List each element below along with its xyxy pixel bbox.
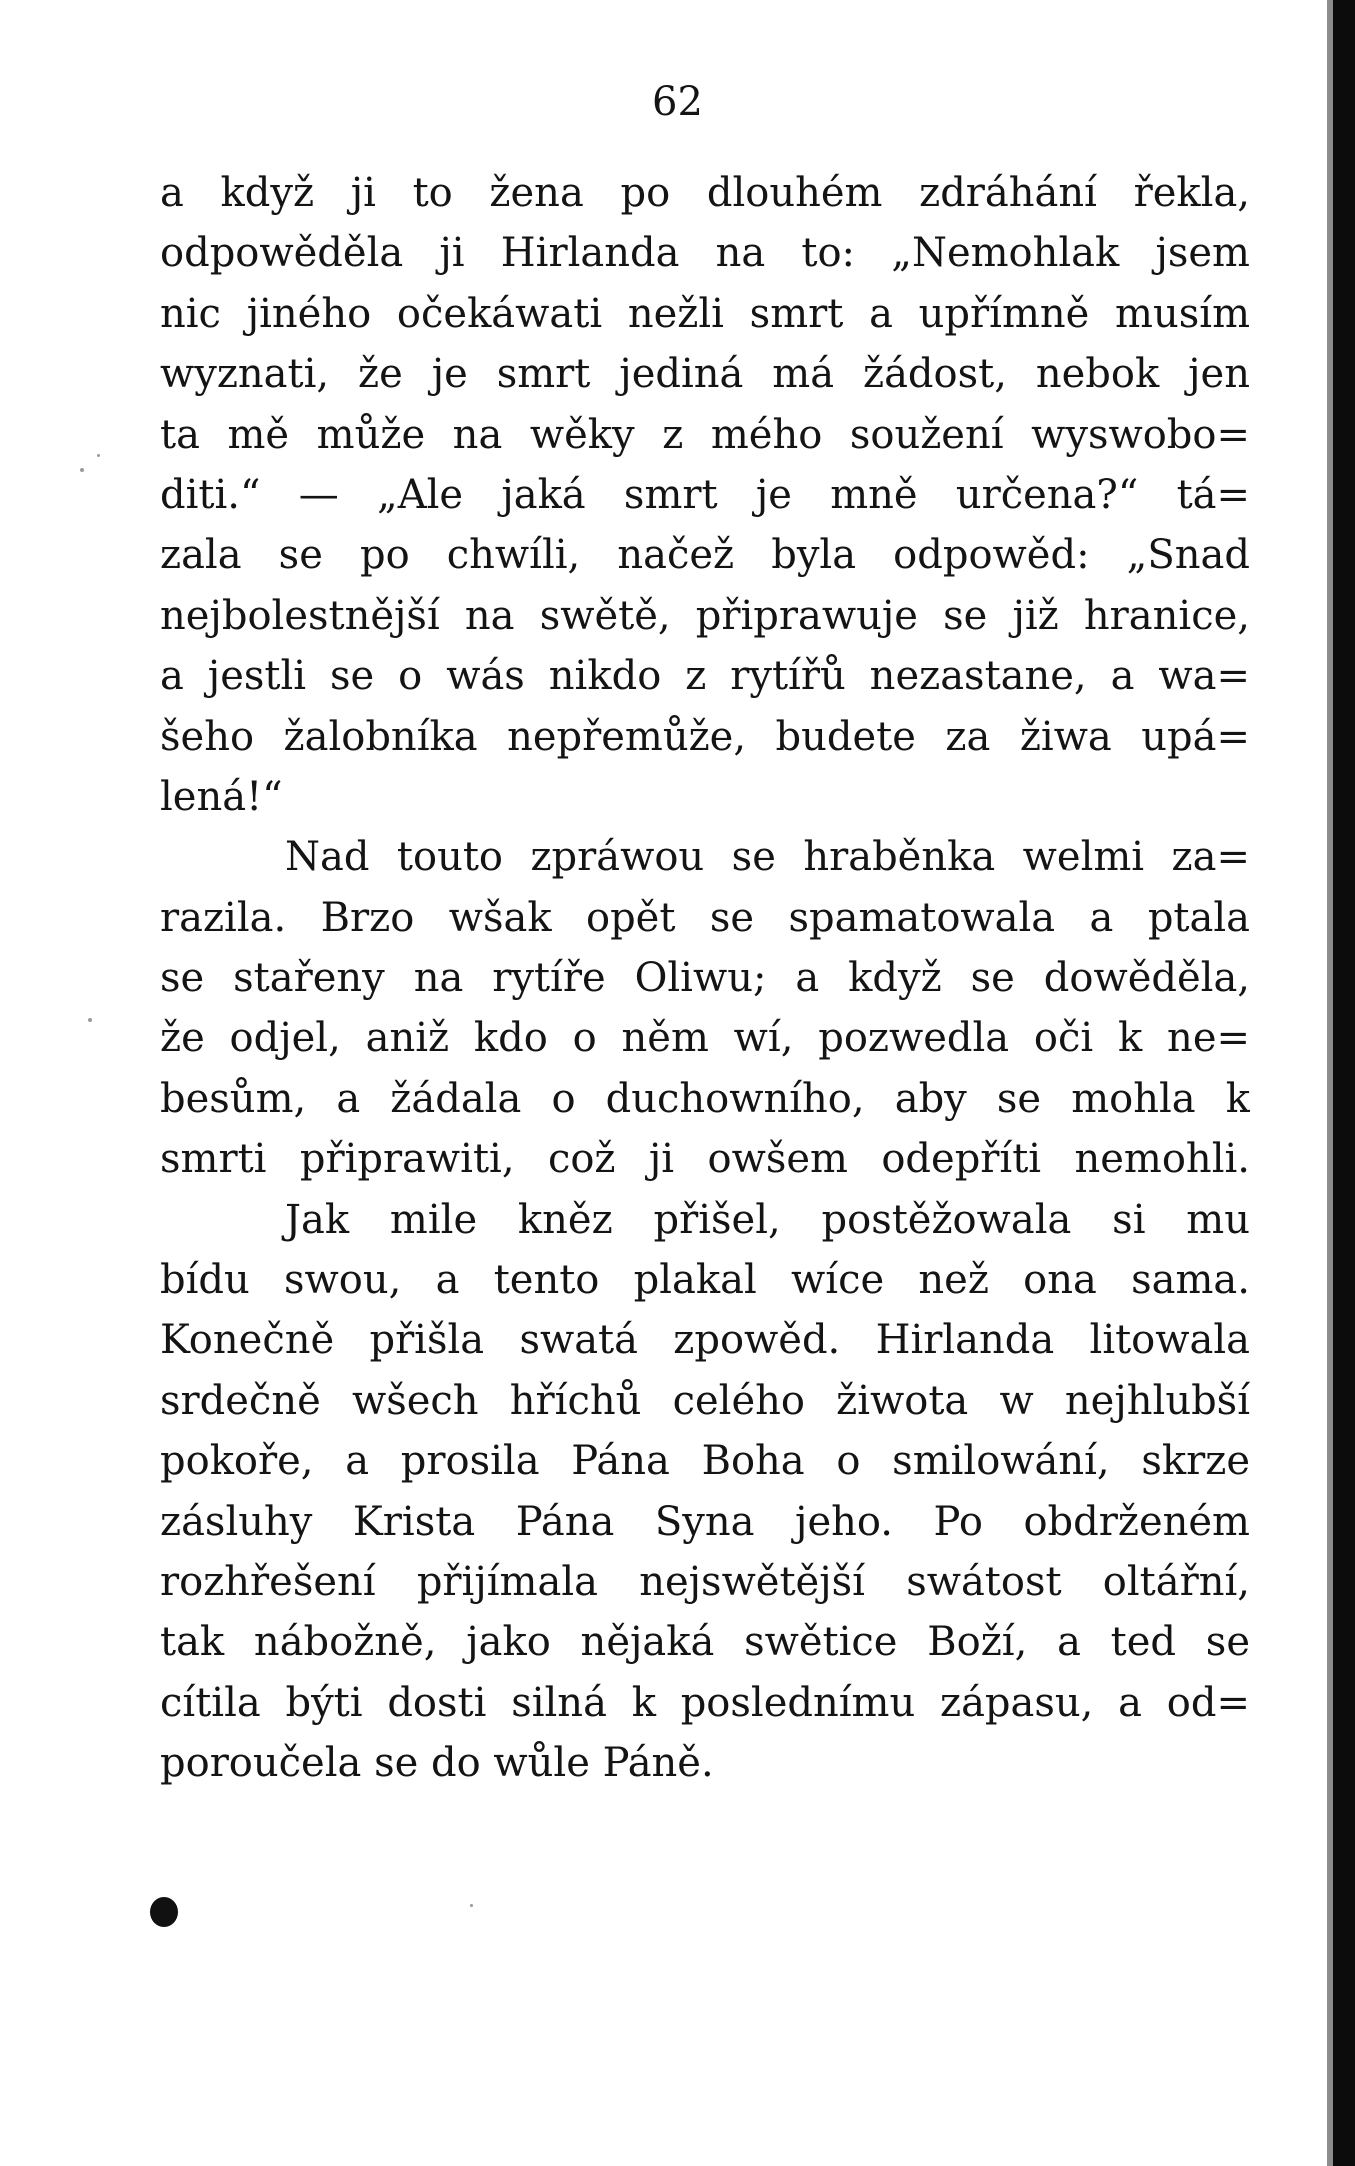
- paragraph-start-line: Nad touto zpráwou se hraběnka welmi za=: [285, 834, 1250, 881]
- paper-speck: [470, 1904, 473, 1907]
- text-line: poroučela se do wůle Páně.: [160, 1740, 714, 1787]
- text-line: se stařeny na rytíře Oliwu; a když se dowěděla,: [160, 955, 1250, 1002]
- text-line: besům, a žádala o duchowního, aby se mohla k: [160, 1075, 1250, 1122]
- text-line: že odjel, aniž kdo o něm wí, pozwedla oči k ne=: [160, 1015, 1250, 1062]
- page-number: 62: [652, 79, 703, 125]
- text-line: nejbolestnější na swětě, připrawuje se již hranice,: [160, 592, 1250, 639]
- text-line: zala se po chwíli, načež byla odpowěd: „Snad: [160, 532, 1250, 579]
- text-line: bídu swou, a tento plakal wíce než ona sama.: [160, 1257, 1250, 1304]
- paper-speck: [88, 1018, 92, 1022]
- text-line: Konečně přišla swatá zpowěd. Hirlanda litowala: [160, 1317, 1250, 1364]
- text-line: wyznati, že je smrt jediná má žádost, nebok jen: [160, 351, 1250, 398]
- paper-speck: [80, 468, 84, 472]
- text-line: razila. Brzo wšak opět se spamatowala a ptala: [160, 894, 1250, 941]
- text-line: ta mě může na wěky z mého soužení wyswobo=: [160, 411, 1250, 458]
- text-line: a když ji to žena po dlouhém zdráhání řekla,: [160, 170, 1250, 216]
- text-line: zásluhy Krista Pána Syna jeho. Po obdrženém: [160, 1498, 1250, 1545]
- scan-edge-border: [1333, 0, 1355, 2166]
- text-line: šeho žalobníka nepřemůže, budete za žiwa upá=: [160, 713, 1250, 760]
- text-line: lená!“: [160, 773, 283, 820]
- paragraph-start-line: Jak mile kněz přišel, postěžowala si mu: [285, 1196, 1250, 1243]
- text-line: cítila býti dosti silná k poslednímu zápasu, a od=: [160, 1679, 1250, 1726]
- text-line: a jestli se o wás nikdo z rytířů nezastane, a wa=: [160, 653, 1250, 700]
- text-line: tak nábožně, jako nějaká swětice Boží, a ted se: [160, 1619, 1250, 1666]
- text-line: pokoře, a prosila Pána Boha o smilowání, skrze: [160, 1438, 1250, 1485]
- text-line: smrti připrawiti, což ji owšem odepříti nemohli.: [160, 1136, 1250, 1183]
- text-line: rozhřešení přijímala nejswětější swátost oltářní,: [160, 1558, 1250, 1605]
- paper-speck: [97, 454, 100, 457]
- text-line: diti.“ — „Ale jaká smrt je mně určena?“ tá=: [160, 471, 1250, 518]
- text-line: srdečně wšech hříchů celého žiwota w nejhlubší: [160, 1377, 1250, 1424]
- text-line: nic jiného očekáwati nežli smrt a upřímně musím: [160, 290, 1250, 337]
- body-text: [160, 163, 1250, 1794]
- scan-edge-shadow: [1327, 0, 1333, 2166]
- text-line: odpowěděla ji Hirlanda na to: „Nemohlak jsem: [160, 230, 1250, 277]
- ink-blot: [150, 1897, 178, 1927]
